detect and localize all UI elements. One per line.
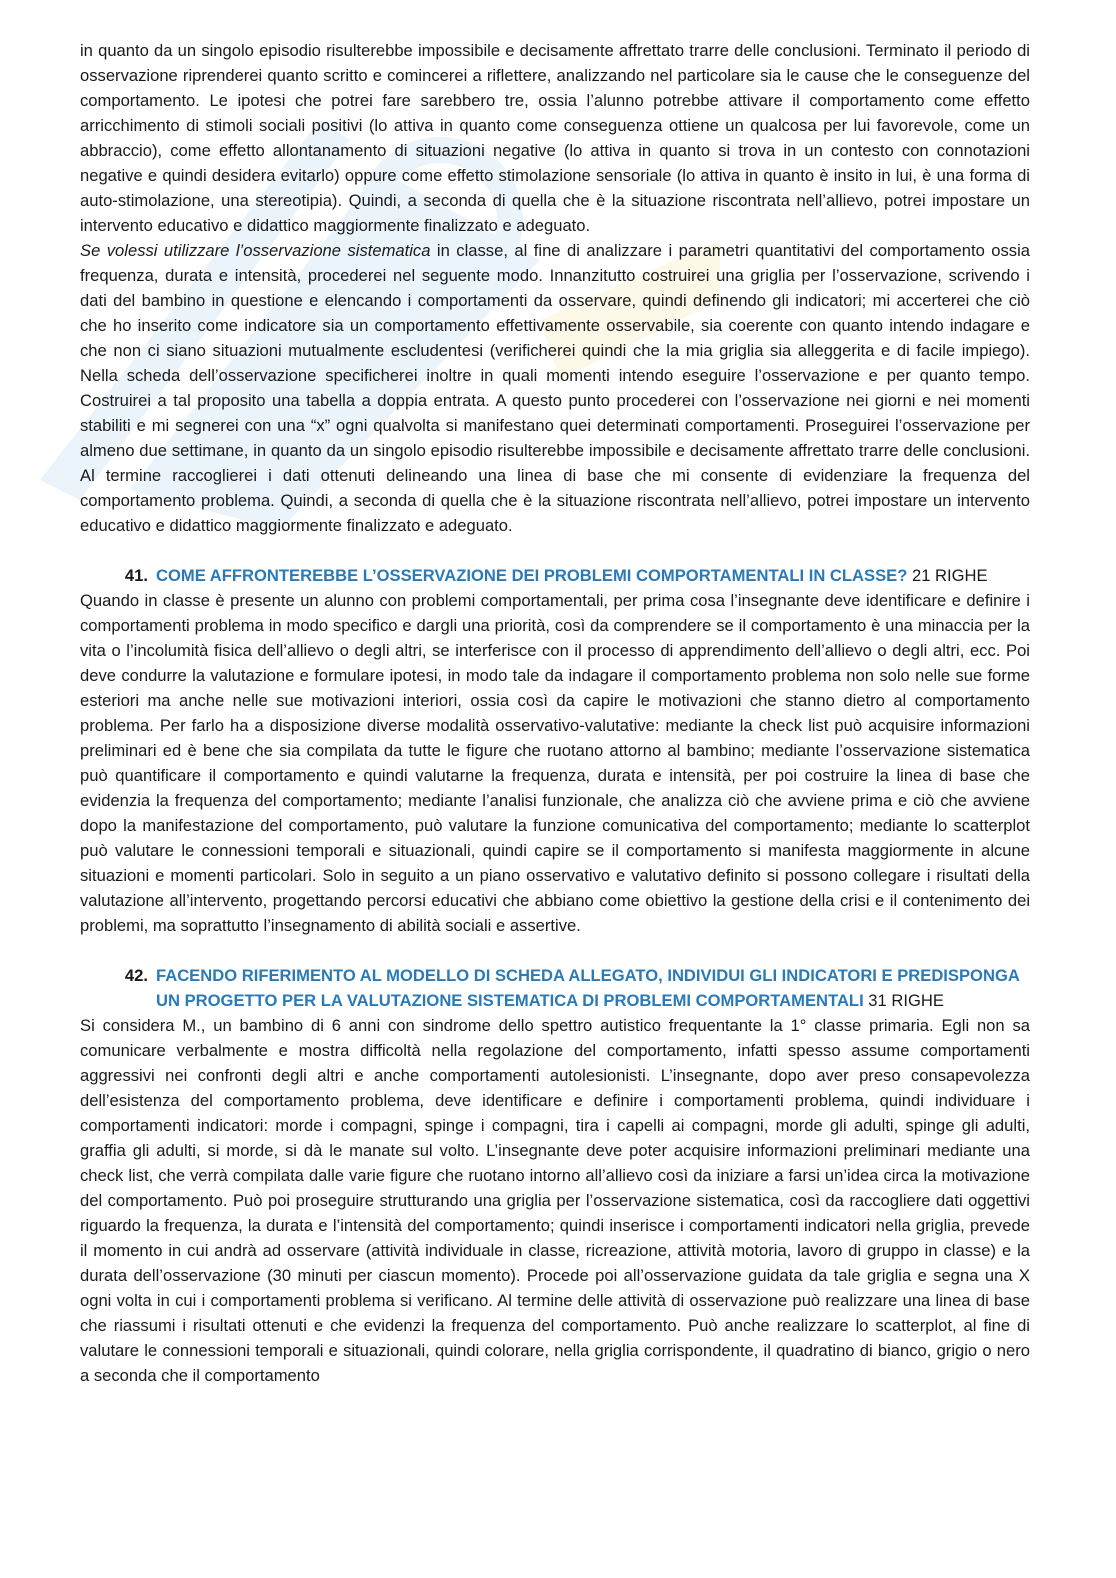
question-41-answer: Quando in classe è presente un alunno con problemi comportamentali, per prima cosa l’insegnante deve identificare e definire i comportamenti problema in modo specifico e dargli una priorità, così da comprendere se il comportamento è una minaccia per la vita o l’incolumità fisica dell’allievo o degli altri, se interferisce con il processo di apprendimento dell’allievo o degli altri, ecc. Poi deve condurre la valutazione e formulare ipotesi, in modo tale da indagare il comportamento problema non solo nelle sue forme esteriori ma anche nelle sue motivazioni interiori, ossia così da capire le motivazioni che stanno dietro al comportamento problema. Per farlo ha a disposizione diverse modalità osservativo-valutative: mediante la check list può acquisire informazioni preliminari ed è bene che sia compilata da tutte le figure che ruotano attorno al bambino; mediante l’osservazione sistematica può quantificare il comportamento e quindi valutarne la frequenza, durata e intensità, per poi costruire la linea di base che evidenzia la frequenza del comportamento; mediante l’analisi funzionale, che analizza ciò che avviene prima e ciò che avviene dopo la manifestazione del comportamento, può valutare la funzione comunicativa del comportamento; mediante lo scatterplot può valutare le connessioni temporali e situazionali, quindi capire se il comportamento si manifesta maggiormente in alcune situazioni e momenti particolari. Solo in seguito a un piano osservativo e valutativo definito si possono collegare i risultati della valutazione all’intervento, progettando percorsi educativi che abbiano come obiettivo la gestione della crisi e il contenimento dei problemi, ma soprattutto l’insegnamento di abilità sociali e assertive. xyxy=(80,591,1030,935)
question-42-answer: Si considera M., un bambino di 6 anni con sindrome dello spettro autistico frequentante la 1° classe primaria. Egli non sa comunicare verbalmente e mostra difficoltà nella regolazione del comportamento, infatti spesso assume comportamenti aggressivi nei confronti degli altri e anche comportamenti autolesionisti. L’insegnante, dopo aver preso consapevolezza dell’esistenza del comportamento problema, deve identificare e definire i comportamenti problema, quindi individuare i comportamenti indicatori: morde i compagni, spinge i compagni, tira i capelli ai compagni, morde gli adulti, spinge gli adulti, graffia gli adulti, si morde, si dà le manate sul volto. L’insegnante deve poter acquisire informazioni preliminari mediante una check list, che verrà compilata dalle varie figure che ruotano intorno all’allievo così da iniziare a farsi un’idea circa la motivazione del comportamento. Può poi proseguire strutturando una griglia per l’osservazione sistematica, così da raccogliere dati oggettivi riguardo la frequenza, la durata e l’intensità del comportamento; quindi inserisce i comportamenti indicatori nella griglia, prevede il momento in cui andrà ad osservare (attività individuale in classe, ricreazione, attività motoria, lavoro di gruppo in classe) e la durata dell’osservazione (30 minuti per ciascun momento). Procede poi all’osservazione guidata da tale griglia e segna una X ogni volta in cui i comportamenti problema si verificano. Al termine delle attività di osservazione può realizzare una linea di base che riassumi i risultati ottenuti e che evidenzi la frequenza del comportamento. Può anche realizzare lo scatterplot, al fine di valutare le connessioni temporali e situazionali, quindi colorare, nella griglia corrispondente, il quadratino di bianco, grigio o nero a seconda che il comportamento xyxy=(80,1016,1030,1385)
question-41-heading xyxy=(80,563,1030,588)
question-title: COME AFFRONTEREBBE L’OSSERVAZIONE DEI PROBLEMI COMPORTAMENTALI IN CLASSE? xyxy=(156,566,908,585)
paragraph-systematic-observation xyxy=(80,238,1030,538)
question-rows: 21 RIGHE xyxy=(907,566,988,585)
paragraph-text: in classe, al fine di analizzare i parametri quantitativi del comportamento ossia frequenza, durata e intensità, procederei nel seguente modo. Innanzitutto costruirei una griglia per l’osservazione, scrivendo i dati del bambino in questione e elencando i comportamenti da osservare, quindi definendo gli indicatori; mi accerterei che ciò che ho inserito come indicatore sia un comportamento effettivamente osservabile, sia coerente con quanto intendo indagare e che non ci siano situazioni mutualmente escludentesi (verificherei quindi che la mia griglia sia alleggerita e di facile impiego). Nella scheda dell’osservazione specificherei inoltre in quali momenti intendo eseguire l’osservazione e per quanto tempo. Costruirei a tal proposito una tabella a doppia entrata. A questo punto procederei con l’osservazione nei giorni e nei momenti stabiliti e mi segnerei con una “x” ogni qualvolta si manifestano quei determinati comportamenti. Proseguirei l’osservazione per almeno due settimane, in quanto da un singolo episodio risulterebbe impossibile e decisamente affrettato trarre delle conclusioni. Al termine raccoglierei i dati ottenuti delineando una linea di base che mi consente di evidenziare la frequenza del comportamento problema. Quindi, a seconda di quella che è la situazione riscontrata nell’allievo, potrei impostare un intervento educativo e didattico maggiormente finalizzato e adeguato. xyxy=(80,241,1030,535)
question-42-heading xyxy=(80,963,1030,1013)
question-number: 42. xyxy=(124,966,148,985)
italic-lead: Se volessi utilizzare l’osservazione sistematica xyxy=(80,241,431,260)
paragraph-observation-conclusion: in quanto da un singolo episodio risulterebbe impossibile e decisamente affrettato trarre delle conclusioni. Terminato il periodo di osservazione riprenderei quanto scritto e comincerei a riflettere, analizzando nel particolare sia le cause che le conseguenze del comportamento. Le ipotesi che potrei fare sarebbero tre, ossia l’alunno potrebbe attivare il comportamento come effetto arricchimento di stimoli sociali positivi (lo attiva in quanto come conseguenza ottiene un qualcosa per lui favorevole, come un abbraccio), come effetto allontanamento di situazioni negative (lo attiva in quanto si trova in un contesto con connotazioni negative e quindi desidera evitarlo) oppure come effetto stimolazione sensoriale (lo attiva in quanto è insito in lui, è una forma di auto-stimolazione, una stereotipia). Quindi, a seconda di quella che è la situazione riscontrata nell’allievo, potrei impostare un intervento educativo e didattico maggiormente finalizzato e adeguato. xyxy=(80,41,1030,235)
document-page xyxy=(80,38,1030,1388)
question-title: FACENDO RIFERIMENTO AL MODELLO DI SCHEDA ALLEGATO, INDIVIDUI GLI INDICATORI E PREDISPONGA UN PROGETTO PER LA VALUTAZIONE SISTEMATICA DI PROBLEMI COMPORTAMENTALI xyxy=(156,966,1020,1010)
question-rows: 31 RIGHE xyxy=(863,991,944,1010)
question-number: 41. xyxy=(124,566,148,585)
